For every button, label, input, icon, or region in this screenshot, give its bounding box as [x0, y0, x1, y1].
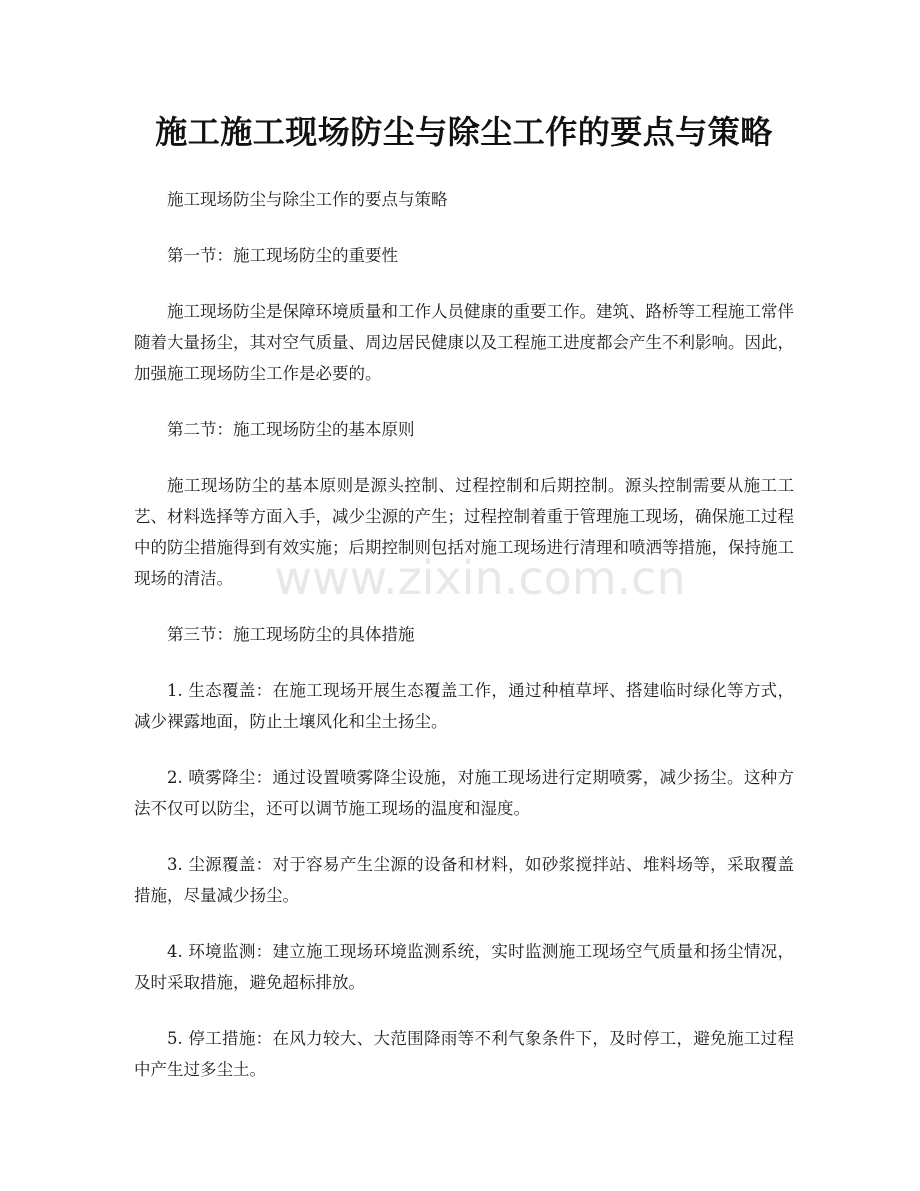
- list-item-2: 2. 喷雾降尘：通过设置喷雾降尘设施，对施工现场进行定期喷雾，减少扬尘。这种方法不仅可以防尘，还可以调节施工现场的温度和湿度。: [134, 768, 794, 818]
- list-item-1: 1. 生态覆盖：在施工现场开展生态覆盖工作，通过种植草坪、搭建临时绿化等方式，减少裸露地面，防止土壤风化和尘土扬尘。: [134, 681, 794, 731]
- section-heading-1: 第一节：施工现场防尘的重要性: [167, 246, 398, 265]
- section-heading-2: 第二节：施工现场防尘的基本原则: [167, 420, 415, 439]
- body-paragraph-1: 施工现场防尘是保障环境质量和工作人员健康的重要工作。建筑、路桥等工程施工常伴随着大量扬尘，其对空气质量、周边居民健康以及工程施工进度都会产生不利影响。因此，加强施工现场防尘工作是必要的。: [134, 302, 794, 383]
- subtitle-paragraph: 施工现场防尘与除尘工作的要点与策略: [167, 190, 448, 209]
- watermark-text: www.zixin.com.cn: [274, 551, 686, 605]
- list-item-3: 3. 尘源覆盖：对于容易产生尘源的设备和材料，如砂浆搅拌站、堆料场等，采取覆盖措施，尽量减少扬尘。: [134, 855, 794, 905]
- list-item-4: 4. 环境监测：建立施工现场环境监测系统，实时监测施工现场空气质量和扬尘情况，及时采取措施，避免超标排放。: [134, 942, 794, 992]
- document-body: [134, 184, 794, 1085]
- section-heading-3: 第三节：施工现场防尘的具体措施: [167, 625, 415, 644]
- body-paragraph-2: 施工现场防尘的基本原则是源头控制、过程控制和后期控制。源头控制需要从施工工艺、材料选择等方面入手，减少尘源的产生；过程控制着重于管理施工现场，确保施工过程中的防尘措施得到有效实施；后期控制则包括对施工现场进行清理和喷洒等措施，保持施工现场的清洁。: [134, 476, 794, 588]
- list-item-5: 5. 停工措施：在风力较大、大范围降雨等不利气象条件下，及时停工，避免施工过程中产生过多尘土。: [134, 1029, 794, 1079]
- document-title: 施工施工现场防尘与除尘工作的要点与策略: [155, 113, 773, 151]
